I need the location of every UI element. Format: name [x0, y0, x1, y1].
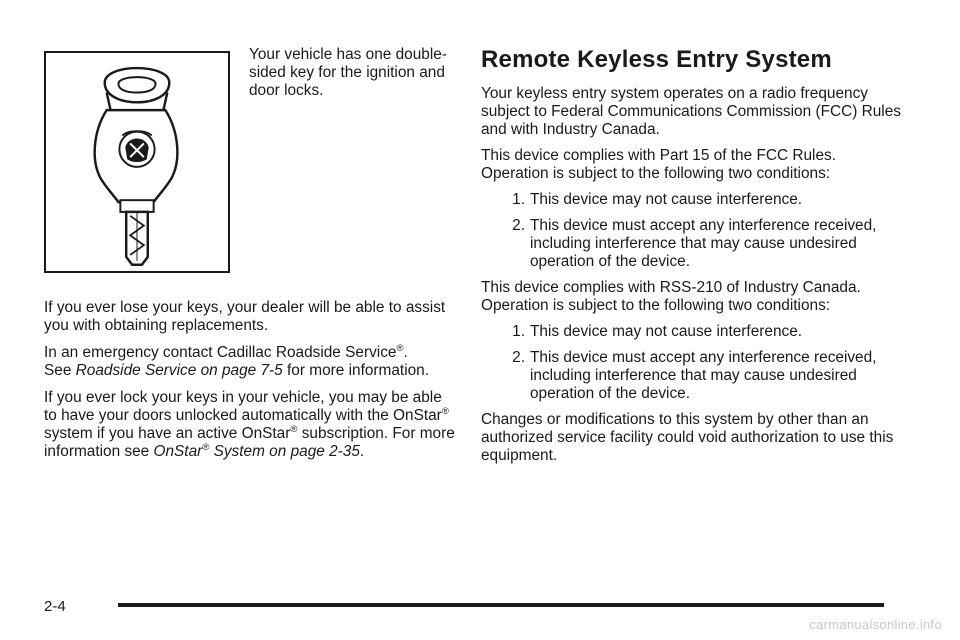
- list-item: 2. This device must accept any interference received, including interference that may cause undesired operation of the device.: [512, 217, 877, 270]
- lockout-paragraph: If you ever lock your keys in your vehicle, you may be able to have your doors unlocked automatically with the OnStar® system if you have an active OnStar® subscription. For more information see OnStar® System on page 2-35.: [44, 389, 455, 460]
- list-item: 1. This device may not cause interference.: [512, 323, 803, 340]
- rss-conditions-list: [501, 323, 901, 403]
- roadside-service-link[interactable]: Roadside Service on page 7-5: [75, 362, 283, 379]
- onstar-system-link[interactable]: OnStar® System on page 2-35: [153, 442, 360, 460]
- roadside-paragraph: In an emergency contact Cadillac Roadside Service®. See Roadside Service on page 7-5 for more information.: [44, 343, 430, 379]
- left-column: [44, 299, 456, 470]
- rss-paragraph: This device complies with RSS-210 of Industry Canada. Operation is subject to the following two conditions:: [481, 279, 861, 314]
- ignition-key-icon: [46, 53, 228, 271]
- fcc-paragraph: This device complies with Part 15 of the FCC Rules. Operation is subject to the following two conditions:: [481, 147, 836, 182]
- key-illustration: [44, 51, 230, 273]
- page-number: 2-4: [44, 598, 66, 615]
- right-column: [481, 46, 901, 473]
- list-item: 1. This device may not cause interference.: [512, 191, 803, 208]
- watermark: carmanualsonline.info: [809, 617, 942, 632]
- fcc-conditions-list: [501, 191, 901, 271]
- list-item: 2. This device must accept any interference received, including interference that may cause undesired operation of the device.: [512, 349, 877, 402]
- key-intro-text: Your vehicle has one double-sided key for the ignition and door locks.: [249, 46, 447, 99]
- modifications-paragraph: Changes or modifications to this system by other than an authorized service facility could void authorization to use this equipment.: [481, 411, 894, 464]
- section-title: Remote Keyless Entry System: [481, 46, 832, 73]
- rke-intro-paragraph: Your keyless entry system operates on a radio frequency subject to Federal Communications Commission (FCC) Rules and with Industry Canada.: [481, 85, 901, 138]
- lost-keys-paragraph: If you ever lose your keys, your dealer will be able to assist you with obtaining replacements.: [44, 299, 446, 334]
- footer-rule: [118, 603, 884, 607]
